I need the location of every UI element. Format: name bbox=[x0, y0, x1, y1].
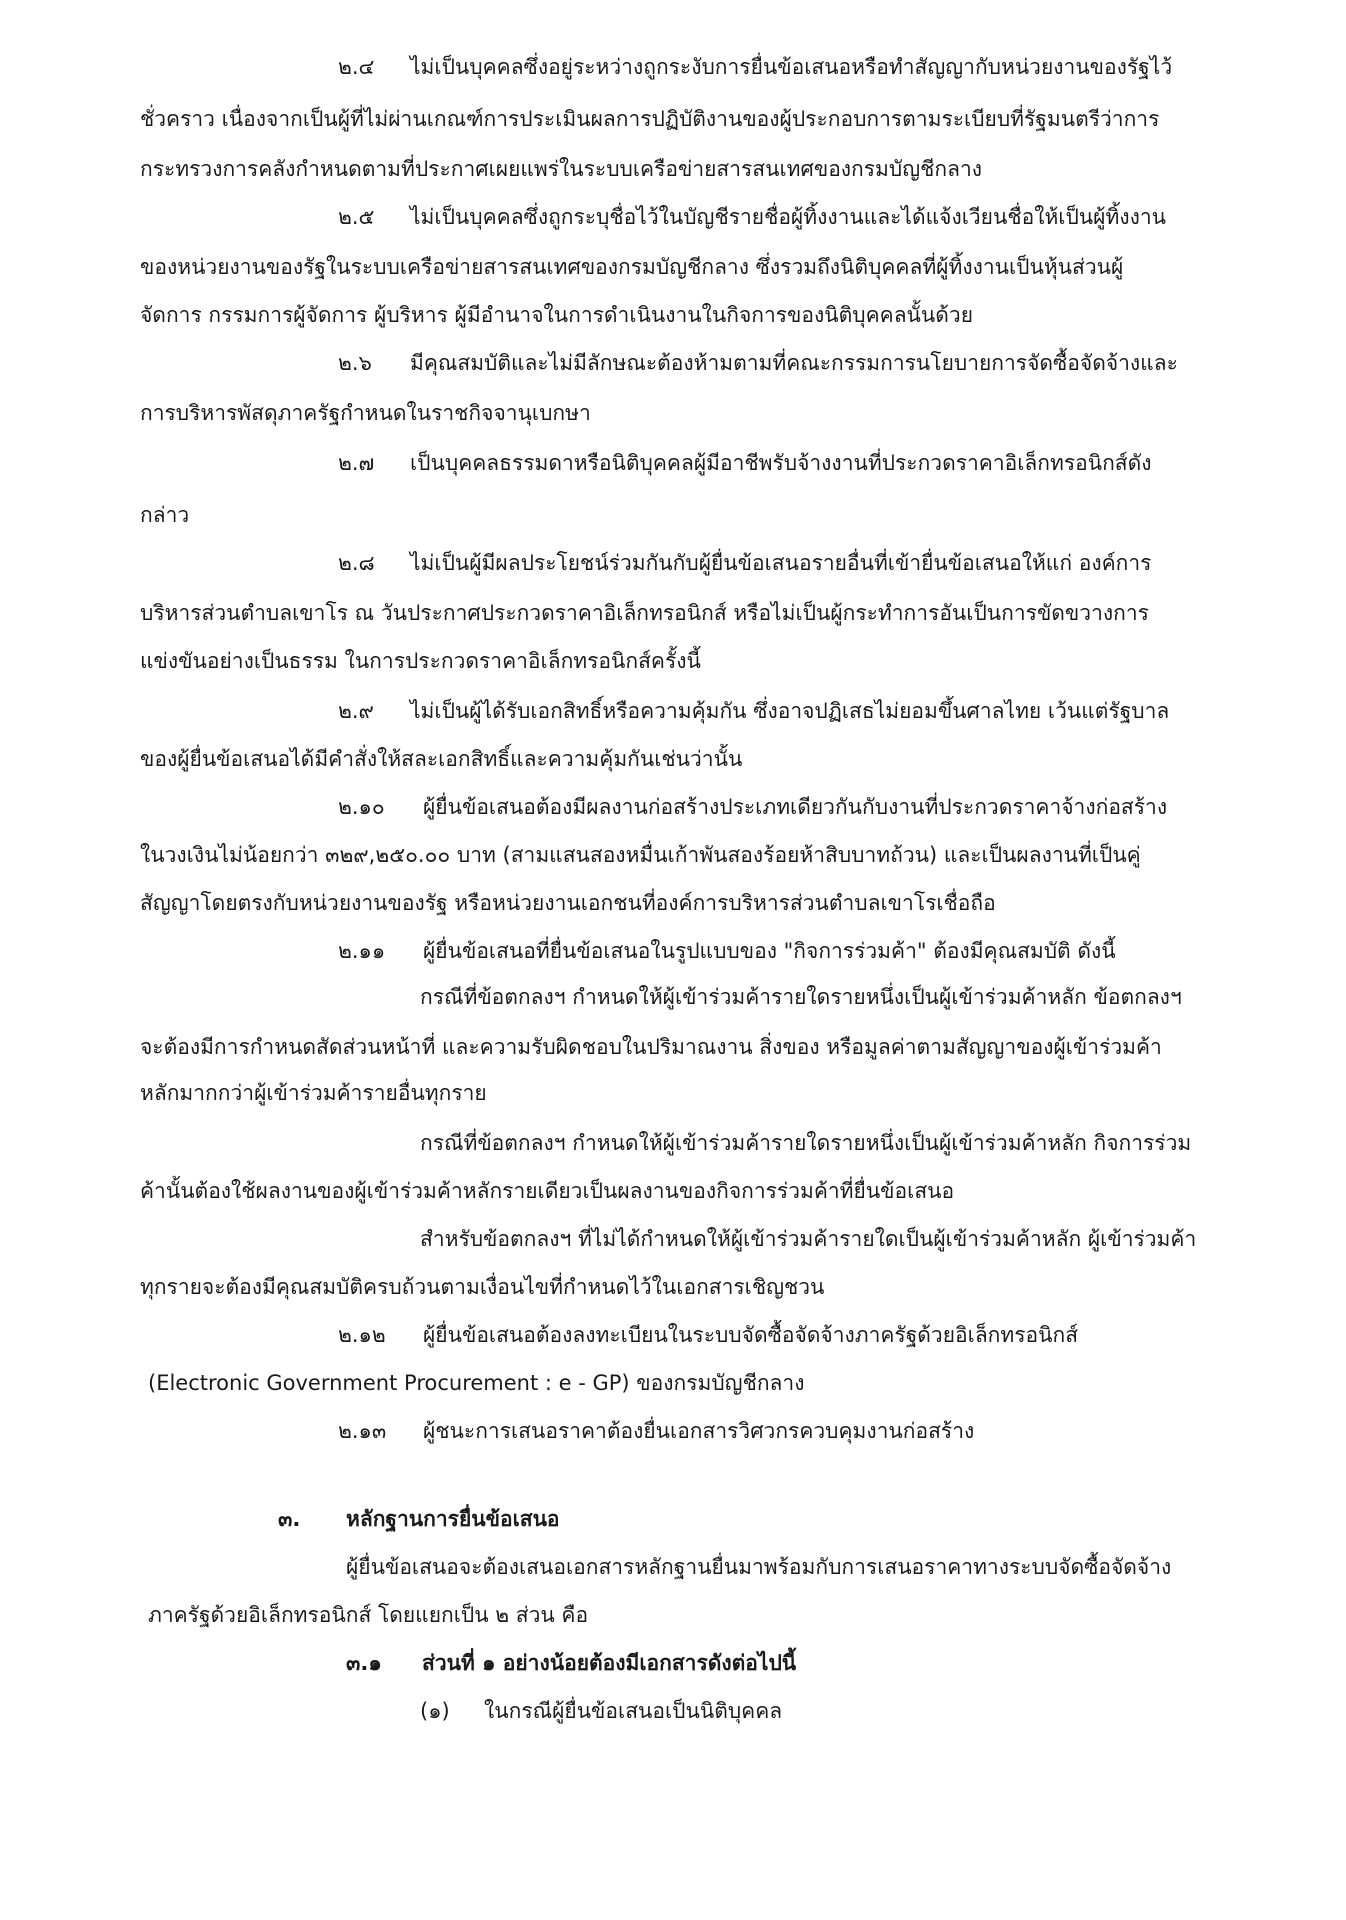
clause-2-11-para-3-line-2: ทุกรายจะต้องมีคุณสมบัติครบถ้วนตามเงื่อนไขที่กำหนดไว้ในเอกสารเชิญชวน bbox=[140, 1275, 825, 1299]
clause-2-5-line-1: ๒.๕ ไม่เป็นบุคคลซึ่งถูกระบุชื่อไว้ในบัญชีรายชื่อผู้ทิ้งงานและได้แจ้งเวียนชื่อให้เป็นผู้ทิ้งงาน bbox=[338, 200, 1166, 234]
clause-2-10-line-3: สัญญาโดยตรงกับหน่วยงานของรัฐ หรือหน่วยงานเอกชนที่องค์การบริหารส่วนตำบลเขาโรเชื่อถือ bbox=[140, 891, 996, 915]
clause-2-11-para-2-line-2: ค้านั้นต้องใช้ผลงานของผู้เข้าร่วมค้าหลักรายเดียวเป็นผลงานของกิจการร่วมค้าที่ยื่นข้อเสนอ bbox=[140, 1179, 955, 1203]
clause-2-13-line-1: ๒.๑๓ ผู้ชนะการเสนอราคาต้องยื่นเอกสารวิศวกรควบคุมงานก่อสร้าง bbox=[338, 1414, 974, 1448]
clause-2-7-line-2: กล่าว bbox=[140, 503, 190, 527]
clause-number: ๒.๖ bbox=[338, 351, 372, 375]
section-title: หลักฐานการยื่นข้อเสนอ bbox=[346, 1507, 560, 1531]
clause-number: ๒.๑๑ bbox=[338, 939, 386, 963]
subsection-3-1-heading bbox=[346, 1646, 796, 1680]
clause-number: ๒.๑๐ bbox=[338, 795, 385, 819]
clause-2-9-line-2: ของผู้ยื่นข้อเสนอได้มีคำสั่งให้สละเอกสิทธิ์และความคุ้มกันเช่นว่านั้น bbox=[140, 747, 743, 771]
clause-number: ๒.๑๒ bbox=[338, 1323, 386, 1347]
clause-number: ๒.๘ bbox=[338, 551, 375, 575]
clause-2-11-para-1-line-1: กรณีที่ข้อตกลงฯ กำหนดให้ผู้เข้าร่วมค้ารายใดรายหนึ่งเป็นผู้เข้าร่วมค้าหลัก ข้อตกลงฯ bbox=[420, 985, 1182, 1009]
subsection-title: ส่วนที่ ๑ อย่างน้อยต้องมีเอกสารดังต่อไปนี้ bbox=[422, 1651, 797, 1675]
clause-2-5-line-3: จัดการ กรรมการผู้จัดการ ผู้บริหาร ผู้มีอำนาจในการดำเนินงานในกิจการของนิติบุคคลนั้นด้วย bbox=[140, 303, 974, 327]
clause-2-4-line-3: กระทรวงการคลังกำหนดตามที่ประกาศเผยแพร่ในระบบเครือข่ายสารสนเทศของกรมบัญชีกลาง bbox=[140, 157, 982, 181]
subsection-3-1-item-1: (๑) ในกรณีผู้ยื่นข้อเสนอเป็นนิติบุคคล bbox=[420, 1694, 782, 1728]
clause-2-12-line-1: ๒.๑๒ ผู้ยื่นข้อเสนอต้องลงทะเบียนในระบบจัดซื้อจัดจ้างภาครัฐด้วยอิเล็กทรอนิกส์ bbox=[338, 1318, 1078, 1352]
section-3-line-1: ผู้ยื่นข้อเสนอจะต้องเสนอเอกสารหลักฐานยื่นมาพร้อมกับการเสนอราคาทางระบบจัดซื้อจัดจ้าง bbox=[346, 1555, 1172, 1579]
section-3-line-2: ภาครัฐด้วยอิเล็กทรอนิกส์ โดยแยกเป็น ๒ ส่วน คือ bbox=[148, 1603, 589, 1627]
clause-2-4-line-2: ชั่วคราว เนื่องจากเป็นผู้ที่ไม่ผ่านเกณฑ์การประเมินผลการปฏิบัติงานของผู้ประกอบการตามระเบียบที่รัฐมนตรีว่าการ bbox=[140, 107, 1160, 131]
item-number: (๑) bbox=[420, 1699, 450, 1723]
clause-number: ๒.๙ bbox=[338, 699, 374, 723]
clause-2-6-line-1: ๒.๖ มีคุณสมบัติและไม่มีลักษณะต้องห้ามตามที่คณะกรรมการนโยบายการจัดซื้อจัดจ้างและ bbox=[338, 346, 1178, 380]
clause-2-4-line-1: ๒.๔ ไม่เป็นบุคคลซึ่งอยู่ระหว่างถูกระงับการยื่นข้อเสนอหรือทำสัญญากับหน่วยงานของรัฐไว้ bbox=[338, 50, 1172, 84]
clause-number: ๒.๕ bbox=[338, 205, 375, 229]
subsection-number: ๓.๑ bbox=[346, 1651, 382, 1675]
clause-2-11-para-1-line-3: หลักมากกว่าผู้เข้าร่วมค้ารายอื่นทุกราย bbox=[140, 1081, 487, 1105]
clause-2-12-line-2: (Electronic Government Procurement : e - GP) ของกรมบัญชีกลาง bbox=[148, 1371, 805, 1395]
clause-2-10-line-2: ในวงเงินไม่น้อยกว่า ๓๒๙,๒๕๐.๐๐ บาท (สามแสนสองหมื่นเก้าพันสองร้อยห้าสิบบาทถ้วน) และเป็นผลงานที่เป็นคู่ bbox=[140, 843, 1141, 867]
clause-2-11-para-1-line-2: จะต้องมีการกำหนดสัดส่วนหน้าที่ และความรับผิดชอบในปริมาณงาน สิ่งของ หรือมูลค่าตามสัญญาของผู้เข้าร่วมค้า bbox=[140, 1035, 1162, 1059]
clause-number: ๒.๔ bbox=[338, 55, 375, 79]
section-number: ๓. bbox=[278, 1507, 301, 1531]
clause-2-7-line-1: ๒.๗ เป็นบุคคลธรรมดาหรือนิติบุคคลผู้มีอาชีพรับจ้างงานที่ประกวดราคาอิเล็กทรอนิกส์ดัง bbox=[338, 446, 1152, 480]
clause-number: ๒.๑๓ bbox=[338, 1419, 387, 1443]
clause-2-9-line-1: ๒.๙ ไม่เป็นผู้ได้รับเอกสิทธิ์หรือความคุ้มกัน ซึ่งอาจปฏิเสธไม่ยอมขึ้นศาลไทย เว้นแต่รัฐบาล bbox=[338, 694, 1169, 728]
section-3-heading bbox=[278, 1502, 560, 1536]
clause-2-8-line-3: แข่งขันอย่างเป็นธรรม ในการประกวดราคาอิเล็กทรอนิกส์ครั้งนี้ bbox=[140, 649, 701, 673]
clause-2-8-line-1: ๒.๘ ไม่เป็นผู้มีผลประโยชน์ร่วมกันกับผู้ยื่นข้อเสนอรายอื่นที่เข้ายื่นข้อเสนอให้แก่ องค์การ bbox=[338, 546, 1151, 580]
clause-2-11-line-1: ๒.๑๑ ผู้ยื่นข้อเสนอที่ยื่นข้อเสนอในรูปแบบของ "กิจการร่วมค้า" ต้องมีคุณสมบัติ ดังนี้ bbox=[338, 934, 1116, 968]
clause-number: ๒.๗ bbox=[338, 451, 375, 475]
clause-2-8-line-2: บริหารส่วนตำบลเขาโร ณ วันประกาศประกวดราคาอิเล็กทรอนิกส์ หรือไม่เป็นผู้กระทำการอันเป็นการขัดขวางการ bbox=[140, 601, 1149, 625]
clause-2-11-para-2-line-1: กรณีที่ข้อตกลงฯ กำหนดให้ผู้เข้าร่วมค้ารายใดรายหนึ่งเป็นผู้เข้าร่วมค้าหลัก กิจการร่วม bbox=[420, 1131, 1192, 1155]
clause-2-10-line-1: ๒.๑๐ ผู้ยื่นข้อเสนอต้องมีผลงานก่อสร้างประเภทเดียวกันกับงานที่ประกวดราคาจ้างก่อสร้าง bbox=[338, 790, 1167, 824]
clause-2-5-line-2: ของหน่วยงานของรัฐในระบบเครือข่ายสารสนเทศของกรมบัญชีกลาง ซึ่งรวมถึงนิติบุคคลที่ผู้ทิ้งงานเป็นหุ้นส่วนผู้ bbox=[140, 255, 1124, 279]
clause-2-11-para-3-line-1: สำหรับข้อตกลงฯ ที่ไม่ได้กำหนดให้ผู้เข้าร่วมค้ารายใดเป็นผู้เข้าร่วมค้าหลัก ผู้เข้าร่วมค้า bbox=[420, 1227, 1197, 1251]
clause-2-6-line-2: การบริหารพัสดุภาครัฐกำหนดในราชกิจจานุเบกษา bbox=[140, 401, 591, 425]
